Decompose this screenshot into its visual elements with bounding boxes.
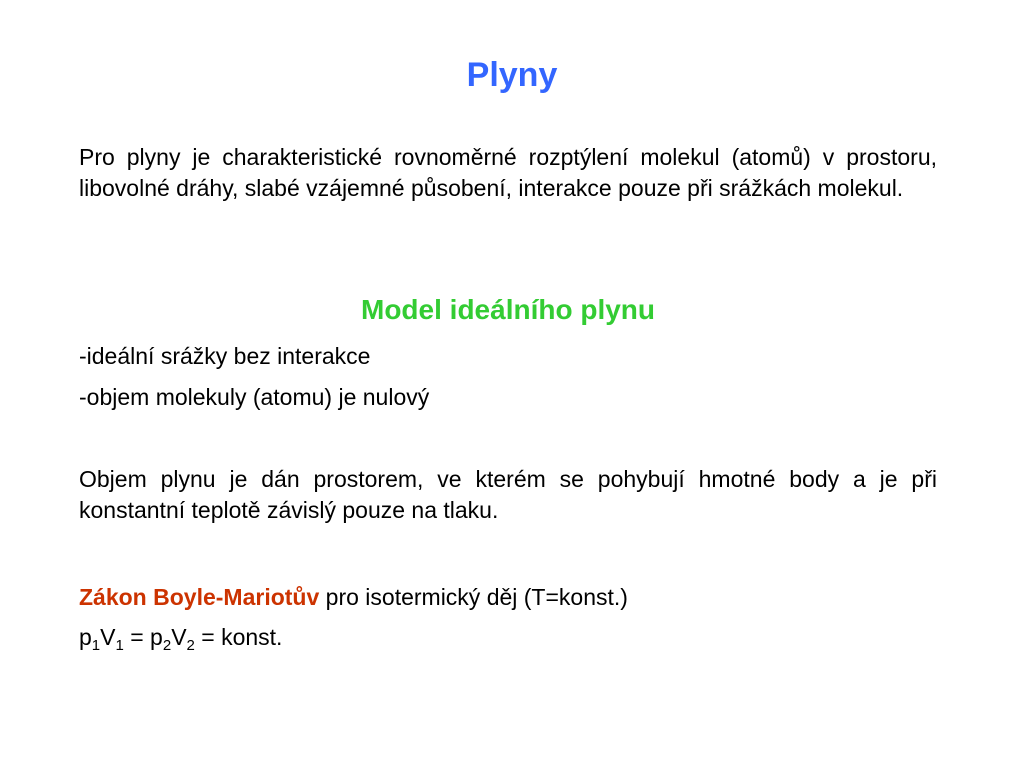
equation-sub-2: 1 xyxy=(115,637,124,654)
law-line xyxy=(79,582,937,613)
intro-paragraph: Pro plyny je charakteristické rovnoměrné rozptýlení molekul (atomů) v prostoru, libovolné dráhy, slabé vzájemné působení, interakce pouze při srážkách molekul. xyxy=(79,144,937,201)
equation-p1: p xyxy=(79,624,92,650)
law-name: Zákon Boyle-Mariotův xyxy=(79,584,320,610)
model-point-1: -ideální srážky bez interakce xyxy=(79,343,371,369)
equation-v1: V xyxy=(100,624,116,650)
volume-paragraph: Objem plynu je dán prostorem, ve kterém se pohybují hmotné body a je při konstantní teplotě závislý pouze na tlaku. xyxy=(79,466,937,523)
equation-sub-3: 2 xyxy=(162,637,172,654)
model-heading: Model ideálního plynu xyxy=(361,294,655,325)
equation-eq1: = p xyxy=(123,624,163,650)
equation xyxy=(79,622,937,653)
equation-sub-1: 1 xyxy=(91,637,101,654)
equation-end: = konst. xyxy=(194,624,283,650)
equation-v2: V xyxy=(171,624,187,650)
model-point-2: -objem molekuly (atomu) je nulový xyxy=(79,384,430,410)
equation-sub-4: 2 xyxy=(186,637,195,654)
law-description: pro isotermický děj (T=konst.) xyxy=(319,584,628,610)
slide-title: Plyny xyxy=(466,56,558,94)
